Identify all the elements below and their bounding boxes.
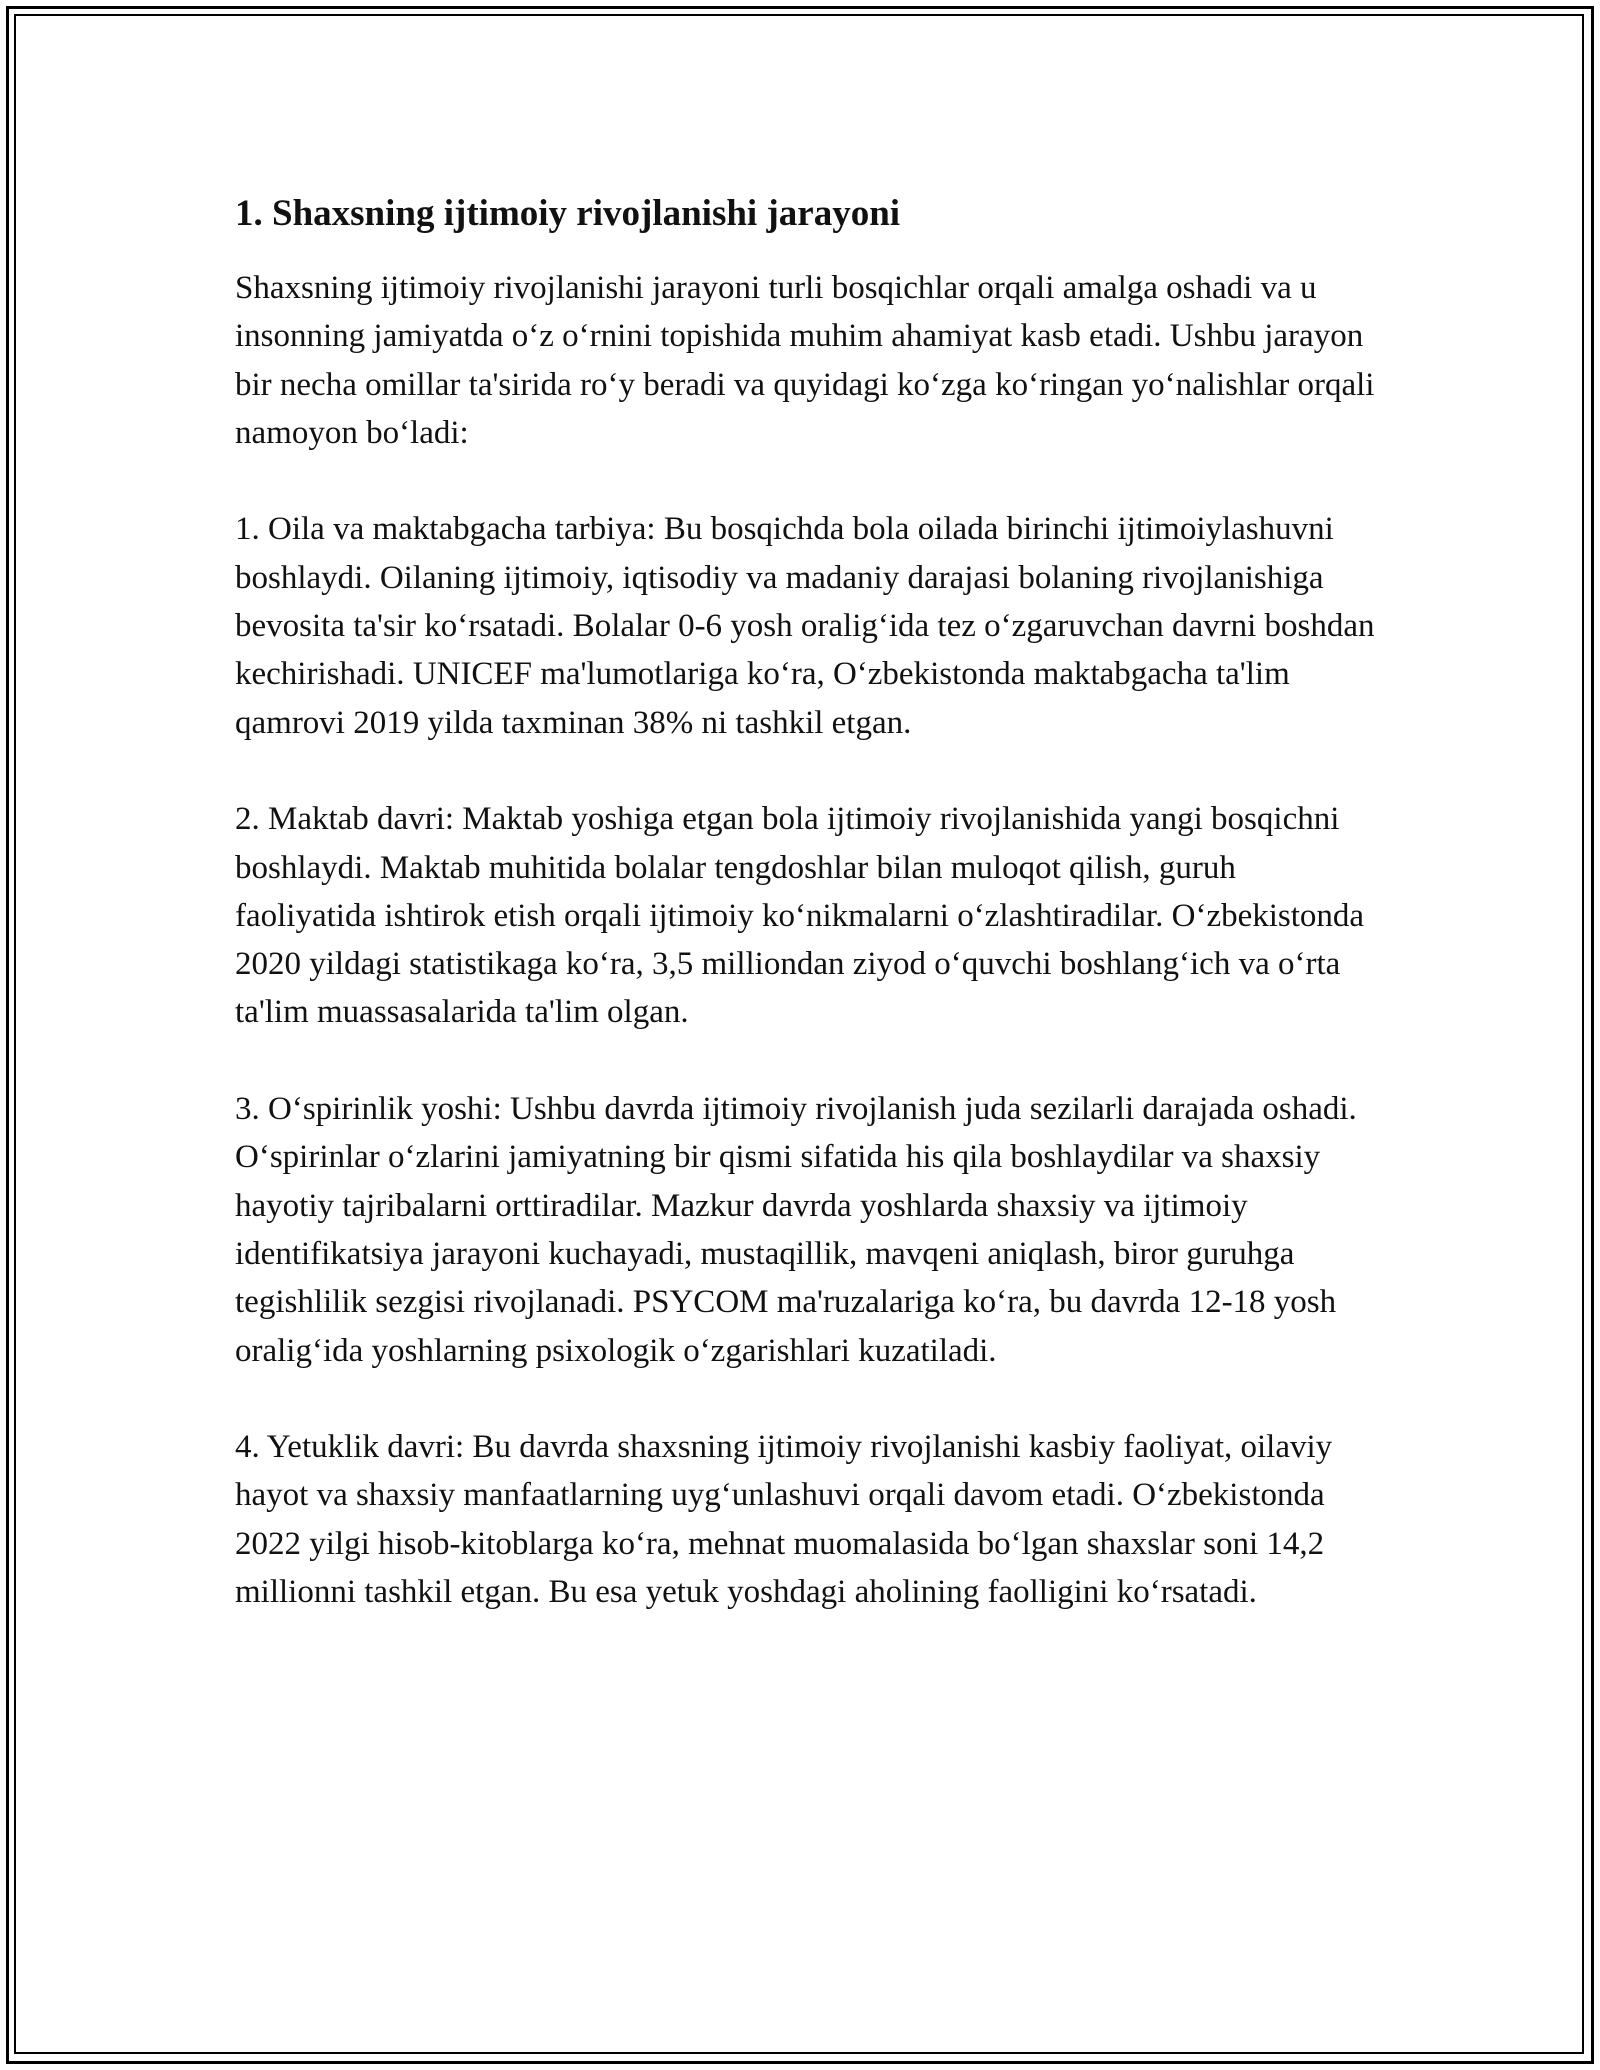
paragraph-family-preschool: 1. Oila va maktabgacha tarbiya: Bu bosqichda bola oilada birinchi ijtimoiylashuvni boshlaydi. Oilaning ijtimoiy, iqtisodiy va madaniy darajasi bolaning rivojlanishiga bevosita ta'sir ko‘rsatadi. Bolalar 0-6 yosh oralig‘ida tez o‘zgaruvchan davrni boshdan kechirishadi. UNICEF ma'lumotlariga ko‘ra, O‘zbekistonda maktabgacha ta'lim qamrovi 2019 yilda taxminan 38% ni tashkil etgan.	[235, 511, 1375, 741]
section-heading: 1. Shaxsning ijtimoiy rivojlanishi jarayoni	[235, 193, 901, 234]
intro-paragraph: Shaxsning ijtimoiy rivojlanishi jarayoni turli bosqichlar orqali amalga oshadi va u insonning jamiyatda o‘z o‘rnini topishida muhim ahamiyat kasb etadi. Ushbu jarayon bir necha omillar ta'sirida ro‘y beradi va quyidagi ko‘zga ko‘ringan yo‘nalishlar orqali namoyon bo‘ladi:	[235, 270, 1375, 451]
paragraph-adolescence: 3. O‘spirinlik yoshi: Ushbu davrda ijtimoiy rivojlanish juda sezilarli darajada oshadi. O‘spirinlar o‘zlarini jamiyatning bir qismi sifatida his qila boshlaydilar va shaxsiy hayotiy tajribalarni orttiradilar. Mazkur davrda yoshlarda shaxsiy va ijtimoiy identifikatsiya jarayoni kuchayadi, mustaqillik, mavqeni aniqlash, biror guruhga tegishlilik sezgisi rivojlanadi. PSYCOM ma'ruzalariga ko‘ra, bu davrda 12-18 yosh oralig‘ida yoshlarning psixologik o‘zgarishlari kuzatiladi.	[235, 1091, 1357, 1369]
document-body	[235, 186, 1375, 1665]
paragraph-school-period: 2. Maktab davri: Maktab yoshiga etgan bola ijtimoiy rivojlanishida yangi bosqichni boshlaydi. Maktab muhitida bolalar tengdoshlar bilan muloqot qilish, guruh faoliyatida ishtirok etish orqali ijtimoiy ko‘nikmalarni o‘zlashtiradilar. O‘zbekistonda 2020 yildagi statistikaga ko‘ra, 3,5 milliondan ziyod o‘quvchi boshlang‘ich va o‘rta ta'lim muassasalarida ta'lim olgan.	[235, 801, 1365, 1031]
paragraph-maturity: 4. Yetuklik davri: Bu davrda shaxsning ijtimoiy rivojlanishi kasbiy faoliyat, oilaviy hayot va shaxsiy manfaatlarning uyg‘unlashuvi orqali davom etadi. O‘zbekistonda 2022 yilgi hisob-kitoblarga ko‘ra, mehnat muomalasida bo‘lgan shaxslar soni 14,2 millionni tashkil etgan. Bu esa yetuk yoshdagi aholining faolligini ko‘rsatadi.	[235, 1429, 1333, 1611]
